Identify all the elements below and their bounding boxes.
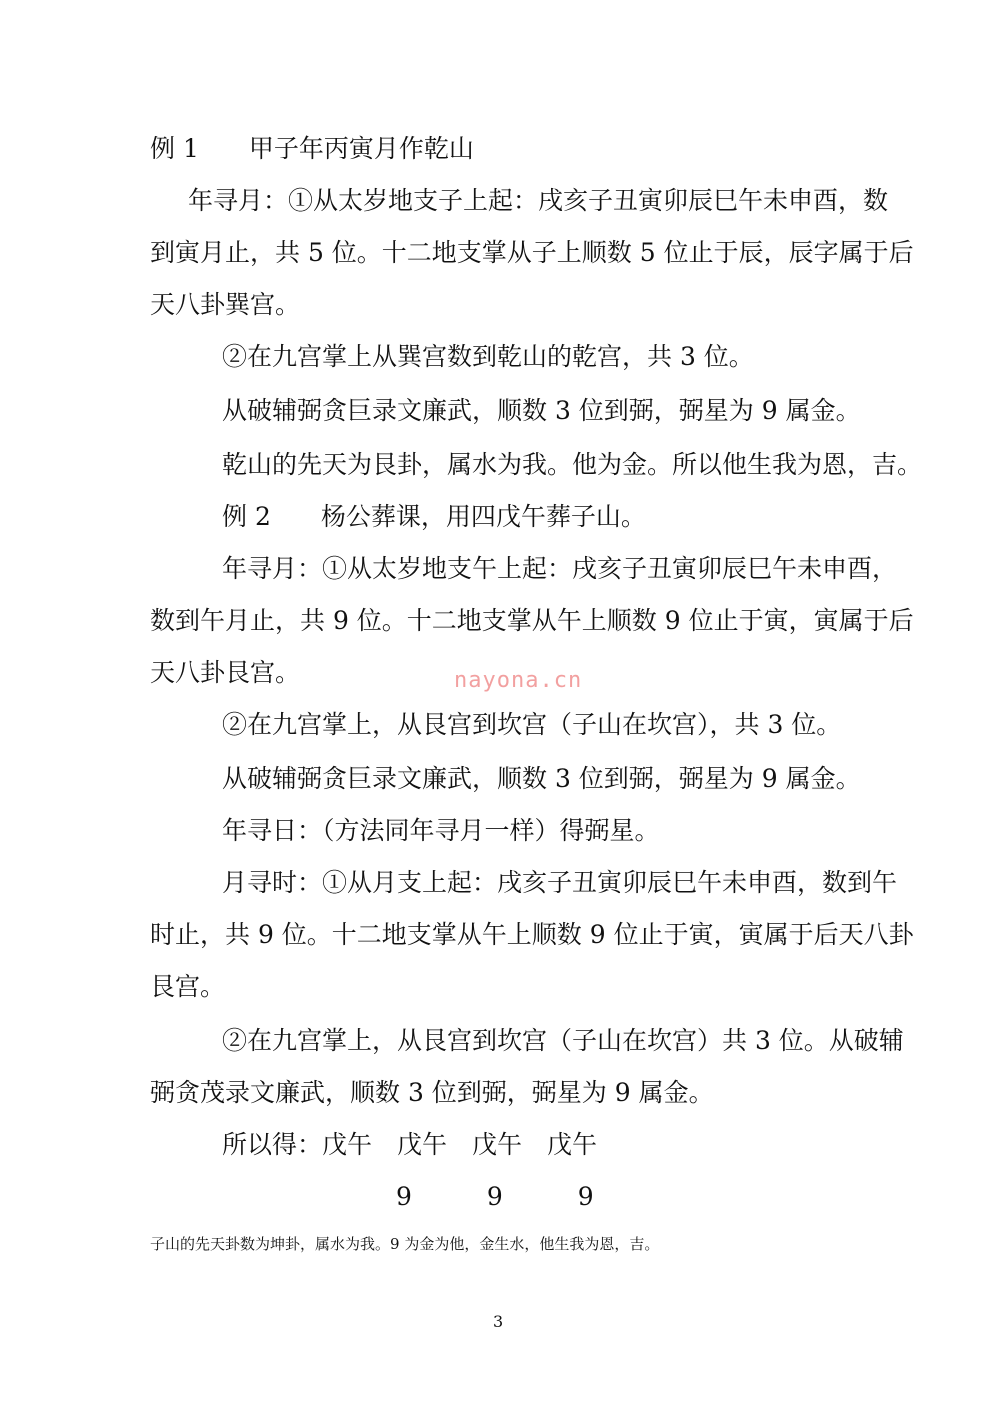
paragraph-line: 艮宫。 <box>150 972 226 1001</box>
paragraph-line: 数到午月止，共 9 位。十二地支掌从午上顺数 9 位止于寅，寅属于后 <box>150 606 914 635</box>
page-number: 3 <box>493 1312 504 1331</box>
paragraph-line: 天八卦巽宫。 <box>150 290 301 319</box>
paragraph-line: 弼贪茂录文廉武，顺数 3 位到弼，弼星为 9 属金。 <box>150 1078 714 1107</box>
paragraph-line: ②在九宫掌上从巽宫数到乾山的乾宫，共 3 位。 <box>222 342 754 371</box>
example-1-heading: 例 1 甲子年丙寅月作乾山 <box>150 134 474 163</box>
numbers-line: 9 9 9 <box>396 1182 594 1211</box>
paragraph-line: ②在九宫掌上，从艮宫到坎宫（子山在坎宫），共 3 位。 <box>222 710 842 739</box>
paragraph-line: 乾山的先天为艮卦，属水为我。他为金。所以他生我为恩，吉。 <box>222 450 923 479</box>
paragraph-line: 年寻月：①从太岁地支午上起：戌亥子丑寅卯辰巳午未申酉， <box>222 554 898 583</box>
paragraph-line: 天八卦艮宫。 <box>150 658 301 687</box>
paragraph-line: 从破辅弼贪巨录文廉武，顺数 3 位到弼，弼星为 9 属金。 <box>222 764 861 793</box>
paragraph-line: 时止，共 9 位。十二地支掌从午上顺数 9 位止于寅，寅属于后天八卦 <box>150 920 914 949</box>
watermark: nayona.cn <box>454 668 583 693</box>
paragraph-line: ②在九宫掌上，从艮宫到坎宫（子山在坎宫）共 3 位。从破辅 <box>222 1026 904 1055</box>
paragraph-line: 月寻时：①从月支上起：戌亥子丑寅卯辰巳午未申酉，数到午 <box>222 868 898 897</box>
example-2-heading: 例 2 杨公葬课，用四戊午葬子山。 <box>222 502 646 531</box>
result-line: 所以得：戊午 戊午 戊午 戊午 <box>222 1130 598 1159</box>
paragraph-line: 年寻月：①从太岁地支子上起：戌亥子丑寅卯辰巳午未申酉，数 <box>188 186 889 215</box>
conclusion-line: 子山的先天卦数为坤卦，属水为我。9 为金为他，金生水，他生我为恩，吉。 <box>150 1235 660 1253</box>
paragraph-line: 从破辅弼贪巨录文廉武，顺数 3 位到弼，弼星为 9 属金。 <box>222 396 861 425</box>
paragraph-line: 年寻日：（方法同年寻月一样）得弼星。 <box>222 816 660 845</box>
paragraph-line: 到寅月止，共 5 位。十二地支掌从子上顺数 5 位止于辰，辰字属于后 <box>150 238 914 267</box>
